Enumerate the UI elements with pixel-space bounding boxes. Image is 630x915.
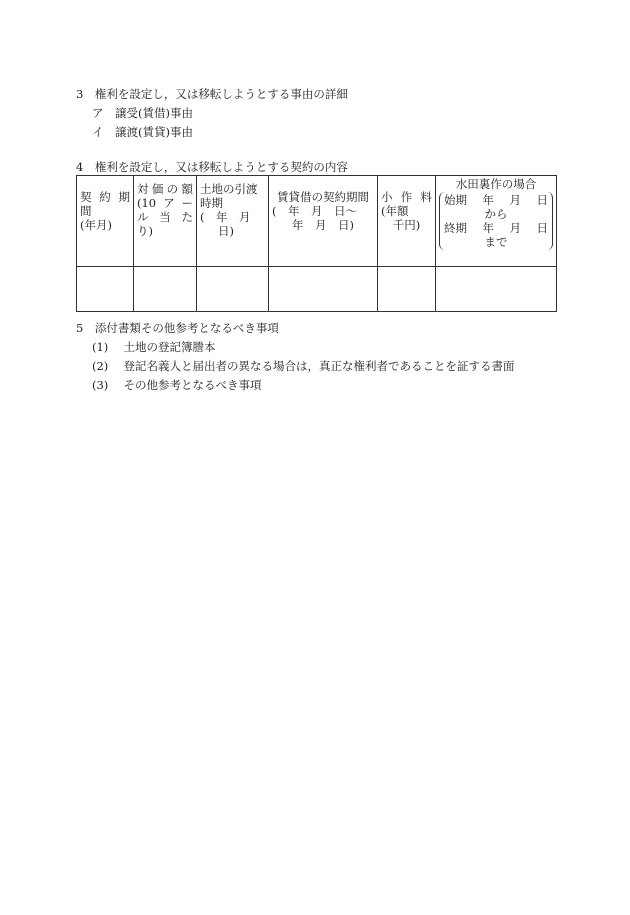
section5-item-3-num: (3) bbox=[92, 378, 109, 392]
paddy-from: から bbox=[484, 207, 508, 221]
section5-item-3-text: その他参考となるべき事項 bbox=[123, 378, 262, 392]
paddy-end-month: 月 bbox=[509, 221, 521, 235]
paddy-start-row bbox=[444, 193, 548, 207]
entry-rent[interactable] bbox=[378, 267, 436, 312]
col-paddy-winter-crop bbox=[436, 176, 557, 267]
section5-item-2-num: (2) bbox=[92, 359, 109, 373]
col-lease-line1: 賃貸借の契約期間 bbox=[277, 190, 369, 204]
section3-item-i: イ 譲渡(賃貸)事由 bbox=[92, 125, 193, 139]
col-paddy-title: 水田裏作の場合 bbox=[455, 177, 537, 191]
col-contract-period bbox=[77, 176, 134, 267]
col-lease-period bbox=[269, 176, 378, 267]
col-delivery-line1: 土地の引渡 bbox=[200, 182, 258, 196]
col-consideration bbox=[134, 176, 197, 267]
col-consideration-line2: (10アー bbox=[137, 196, 193, 210]
section5-item-1-text: 土地の登記簿謄本 bbox=[123, 340, 216, 354]
paddy-start-day: 日 bbox=[536, 193, 548, 207]
paddy-period-brace bbox=[439, 192, 553, 250]
section3-item-a: ア 譲受(賃借)事由 bbox=[92, 106, 193, 120]
paddy-end-row bbox=[444, 221, 548, 235]
paddy-end-day: 日 bbox=[536, 221, 548, 235]
col-delivery-line4: 日) bbox=[218, 224, 234, 238]
section5-item-1-num: (1) bbox=[92, 340, 109, 354]
contract-table bbox=[76, 175, 557, 312]
entry-delivery-date[interactable] bbox=[197, 267, 269, 312]
entry-paddy-winter-crop[interactable] bbox=[436, 267, 557, 312]
table-entry-row bbox=[77, 267, 557, 312]
col-rent-line3: 千円) bbox=[392, 218, 421, 232]
section3-heading: 3 権利を設定し，又は移転しようとする事由の詳細 bbox=[76, 87, 348, 101]
col-consideration-line1: 対価の額 bbox=[137, 182, 193, 196]
paddy-start-label: 始期 bbox=[444, 193, 467, 207]
col-contract-period-line1: 契約期 bbox=[80, 190, 130, 204]
col-rent-line2: (年額 bbox=[381, 204, 409, 218]
section5-item-2-text: 登記名義人と届出者の異なる場合は，真正な権利者であることを証する書面 bbox=[123, 359, 515, 373]
paddy-start-year: 年 bbox=[482, 193, 494, 207]
col-consideration-line3: ル当た bbox=[137, 210, 193, 224]
paddy-end-label: 終期 bbox=[444, 221, 467, 235]
entry-contract-period[interactable] bbox=[77, 267, 134, 312]
col-rent-line1: 小作料 bbox=[381, 190, 432, 204]
col-contract-period-line2: 間 bbox=[80, 204, 92, 218]
entry-lease-period[interactable] bbox=[269, 267, 378, 312]
col-lease-line2: ( 年 月 日〜 bbox=[272, 204, 357, 218]
table-header-row bbox=[77, 176, 557, 267]
paddy-end-year: 年 bbox=[482, 221, 494, 235]
col-consideration-line4: り) bbox=[137, 224, 153, 238]
section5-item-2 bbox=[92, 358, 515, 374]
section5-item-3 bbox=[92, 377, 262, 393]
entry-consideration[interactable] bbox=[134, 267, 197, 312]
section5-heading: 5 添付書類その他参考となるべき事項 bbox=[76, 321, 279, 335]
col-lease-line3: 年 月 日) bbox=[292, 218, 354, 232]
paddy-start-month: 月 bbox=[509, 193, 521, 207]
col-delivery-date bbox=[197, 176, 269, 267]
col-delivery-line2: 時期 bbox=[200, 196, 223, 210]
col-delivery-line3: ( 年 月 bbox=[200, 210, 251, 224]
paddy-until: まで bbox=[484, 235, 508, 249]
section4-heading: 4 権利を設定し，又は移転しようとする契約の内容 bbox=[76, 160, 348, 174]
col-contract-period-line3: (年月) bbox=[80, 218, 112, 232]
col-rent bbox=[378, 176, 436, 267]
section5-item-1 bbox=[92, 339, 216, 355]
